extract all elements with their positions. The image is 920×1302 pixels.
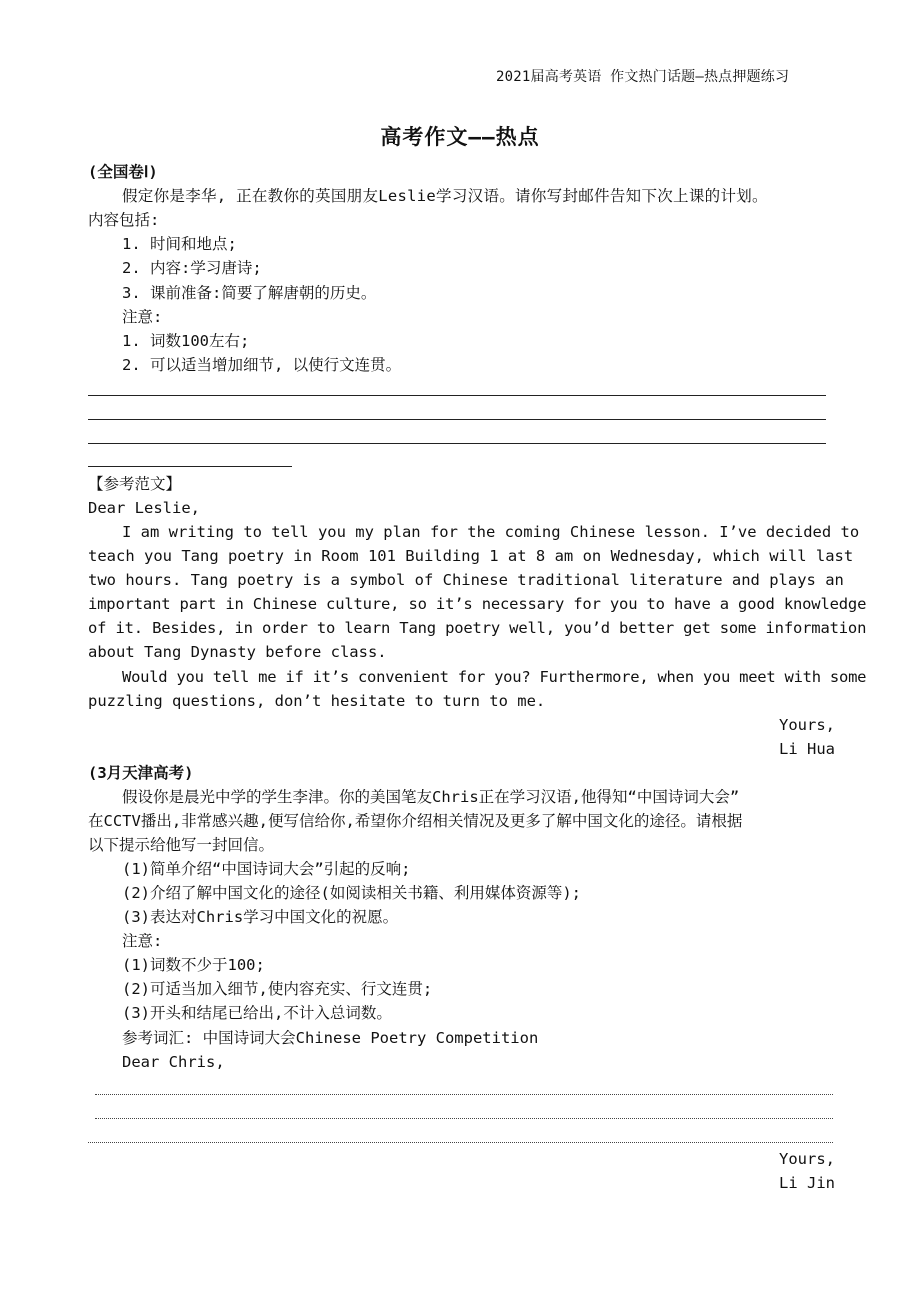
sample-greeting: Dear Leslie, <box>88 499 200 517</box>
sample-text-line: about Tang Dynasty before class. <box>88 643 387 661</box>
answer-line <box>95 1094 833 1095</box>
sample-text-line: puzzling questions, don’t hesitate to turn to me. <box>88 692 546 710</box>
answer-line <box>88 1142 833 1143</box>
sample-text-line: of it. Besides, in order to learn Tang poetry well, you’d better get some information <box>88 619 867 637</box>
answer-line <box>88 443 826 444</box>
sample-text-line: two hours. Tang poetry is a symbol of Chinese traditional literature and plays an <box>88 571 844 589</box>
answer-line <box>88 395 826 396</box>
section1-prompt: 假定你是李华, 正在教你的英国朋友Leslie学习汉语。请你写封邮件告知下次上课的计划。 <box>122 187 768 205</box>
section2-note: (1)词数不少于100; <box>122 956 265 974</box>
answer-line <box>88 466 292 467</box>
section2-prompt: 以下提示给他写一封回信。 <box>88 836 275 854</box>
section2-closing: Yours, <box>779 1150 835 1168</box>
section2-item: (2)介绍了解中国文化的途径(如阅读相关书籍、利用媒体资源等); <box>122 884 581 902</box>
section2-note-label: 注意: <box>122 932 163 950</box>
answer-line <box>95 1118 833 1119</box>
section1-item: 3. 课前准备:简要了解唐朝的历史。 <box>122 284 377 302</box>
section1-prompt-cont: 内容包括: <box>88 211 160 229</box>
section2-item: (3)表达对Chris学习中国文化的祝愿。 <box>122 908 399 926</box>
sample-closing: Yours, <box>779 716 835 734</box>
section1-note: 2. 可以适当增加细节, 以使行文连贯。 <box>122 356 402 374</box>
sample-text-line: Would you tell me if it’s convenient for you? Furthermore, when you meet with some <box>122 668 867 686</box>
section1-item: 1. 时间和地点; <box>122 235 237 253</box>
section2-item: (1)简单介绍“中国诗词大会”引起的反响; <box>122 860 411 878</box>
section2-signature: Li Jin <box>779 1174 835 1192</box>
section2-note: (2)可适当加入细节,使内容充实、行文连贯; <box>122 980 433 998</box>
section2-prompt: 在CCTV播出,非常感兴趣,便写信给你,希望你介绍相关情况及更多了解中国文化的途径。请根据 <box>88 812 743 830</box>
sample-signature: Li Hua <box>779 740 835 758</box>
section2-source: (3月天津高考) <box>88 764 194 782</box>
page-title: 高考作文——热点 <box>380 125 540 149</box>
section2-vocab: 参考词汇: 中国诗词大会Chinese Poetry Competition <box>122 1029 539 1047</box>
section2-prompt: 假设你是晨光中学的学生李津。你的美国笔友Chris正在学习汉语,他得知“中国诗词大会” <box>122 788 740 806</box>
section2-note: (3)开头和结尾已给出,不计入总词数。 <box>122 1004 392 1022</box>
section1-source: (全国卷Ⅰ) <box>88 163 158 181</box>
answer-line <box>88 419 826 420</box>
sample-text-line: important part in Chinese culture, so it’s necessary for you to have a good knowledge <box>88 595 867 613</box>
sample-text-line: I am writing to tell you my plan for the coming Chinese lesson. I’ve decided to <box>122 523 860 541</box>
section1-item: 2. 内容:学习唐诗; <box>122 259 262 277</box>
sample-label: 【参考范文】 <box>88 475 182 493</box>
section1-note: 1. 词数100左右; <box>122 332 250 350</box>
page-header: 2021届高考英语 作文热门话题—热点押题练习 <box>496 69 790 85</box>
section1-note-label: 注意: <box>122 308 163 326</box>
section2-greeting: Dear Chris, <box>122 1053 225 1071</box>
sample-text-line: teach you Tang poetry in Room 101 Building 1 at 8 am on Wednesday, which will last <box>88 547 854 565</box>
